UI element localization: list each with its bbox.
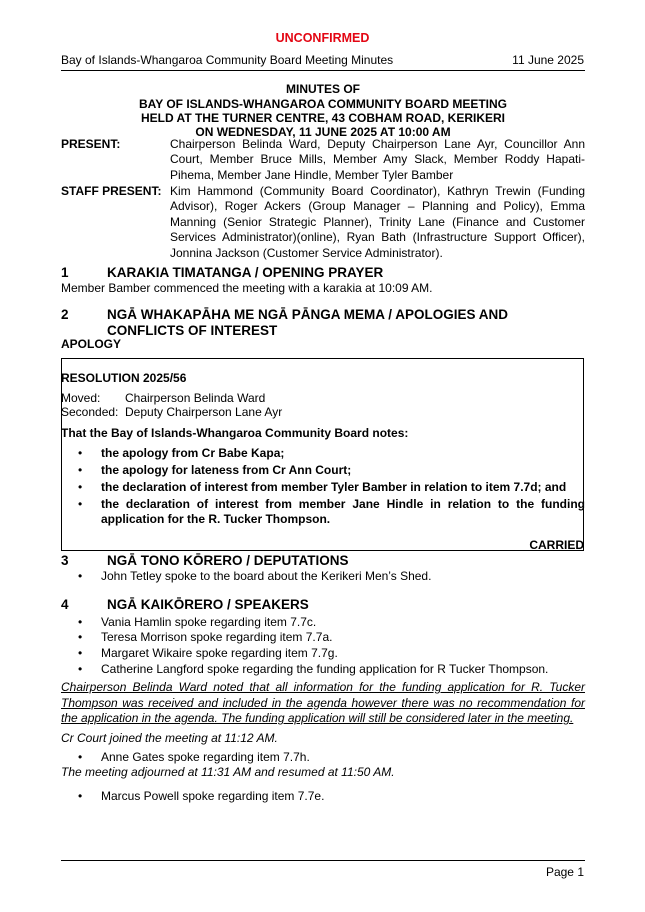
section-1-title: KARAKIA TIMATANGA / OPENING PRAYER <box>107 265 384 280</box>
staff-present-label: STAFF PRESENT: <box>61 184 162 198</box>
bullet-dot: • <box>78 463 83 477</box>
speaker-item: Vania Hamlin spoke regarding item 7.7c. <box>101 615 317 629</box>
speaker-item: Margaret Wikaire spoke regarding item 7.7g. <box>101 646 338 660</box>
moved-label: Moved: <box>61 391 101 405</box>
title-line-2: BAY OF ISLANDS-WHANGAROA COMMUNITY BOARD MEETING <box>138 97 507 111</box>
seconded-label: Seconded: <box>61 405 119 419</box>
bullet-dot: • <box>78 646 83 660</box>
bullet-dot: • <box>78 662 83 676</box>
resolution-item: the declaration of interest from member Jane Hindle in relation to the funding application for the R. Tucker Thompson. <box>101 497 585 527</box>
bullet-dot: • <box>78 750 83 764</box>
speaker-item: Anne Gates spoke regarding item 7.7h. <box>101 750 310 764</box>
page-number: Page 1 <box>545 865 584 879</box>
seconded-value: Deputy Chairperson Lane Ayr <box>125 405 283 419</box>
bullet-dot: • <box>78 630 83 644</box>
title-line-1: MINUTES OF <box>286 82 360 96</box>
bullet-dot: • <box>78 569 83 583</box>
court-joined-note: Cr Court joined the meeting at 11:12 AM. <box>61 731 278 745</box>
section-4-number: 4 <box>61 597 69 612</box>
resolution-outcome: CARRIED <box>529 538 584 552</box>
resolution-item: the apology for lateness from Cr Ann Court; <box>101 463 352 477</box>
bullet-dot: • <box>78 789 83 803</box>
unconfirmed-stamp: UNCONFIRMED <box>275 31 370 45</box>
bullet-dot: • <box>78 446 83 460</box>
deputation-item: John Tetley spoke to the board about the Kerikeri Men’s Shed. <box>101 569 432 583</box>
bullet-dot: • <box>78 497 83 511</box>
apology-subheading: APOLOGY <box>61 337 122 351</box>
section-2-title: NGĀ WHAKAPĀHA ME NGĀ PĀNGA MEMA / APOLOGIES AND CONFLICTS OF INTEREST <box>107 307 508 338</box>
speaker-item: Marcus Powell spoke regarding item 7.7e. <box>101 789 325 803</box>
section-2-number: 2 <box>61 307 69 322</box>
present-text: Chairperson Belinda Ward, Deputy Chairperson Lane Ayr, Councillor Ann Court, Member Bruce Mills, Member Amy Slack, Member Roddy Hapati-Pihema, Member Jane Hindle, Member Tyler Bamber <box>170 137 585 182</box>
resolution-item: the declaration of interest from member Tyler Bamber in relation to item 7.7d; and <box>101 480 567 494</box>
section-4-title: NGĀ KAIKŌRERO / SPEAKERS <box>107 597 309 612</box>
footer-rule <box>61 860 585 861</box>
moved-value: Chairperson Belinda Ward <box>125 391 266 405</box>
section-3-title: NGĀ TONO KŌRERO / DEPUTATIONS <box>107 553 349 568</box>
bullet-dot: • <box>78 615 83 629</box>
chair-note: Chairperson Belinda Ward noted that all information for the funding application for R. Tucker Thompson was received and included in the agenda however there was no recommendation for the application in the agenda. The funding application will still be considered later in the meeting. <box>61 680 585 725</box>
speaker-item: Catherine Langford spoke regarding the funding application for R Tucker Thompson. <box>101 662 549 676</box>
resolution-intro: That the Bay of Islands-Whangaroa Community Board notes: <box>61 426 409 440</box>
title-line-4: ON WEDNESDAY, 11 JUNE 2025 AT 10:00 AM <box>195 125 451 139</box>
adjourned-note: The meeting adjourned at 11:31 AM and resumed at 11:50 AM. <box>61 765 395 779</box>
title-line-3: HELD AT THE TURNER CENTRE, 43 COBHAM ROAD, KERIKERI <box>140 111 505 125</box>
bullet-dot: • <box>78 480 83 494</box>
header-date: 11 June 2025 <box>512 53 584 67</box>
resolution-item: the apology from Cr Babe Kapa; <box>101 446 285 460</box>
resolution-title: RESOLUTION 2025/56 <box>61 371 187 385</box>
section-3-number: 3 <box>61 553 69 568</box>
speaker-item: Teresa Morrison spoke regarding item 7.7a. <box>101 630 333 644</box>
present-label: PRESENT: <box>61 137 121 151</box>
section-1-text: Member Bamber commenced the meeting with a karakia at 10:09 AM. <box>61 281 433 295</box>
header-doc-title: Bay of Islands-Whangaroa Community Board Meeting Minutes <box>61 53 394 67</box>
header-rule <box>61 70 585 71</box>
section-1-number: 1 <box>61 265 69 280</box>
staff-present-text: Kim Hammond (Community Board Coordinator), Kathryn Trewin (Funding Advisor), Roger Ackers (Group Manager – Planning and Policy), Emma Manning (Senior Strategic Planner), Trinity Lane (Finance and Customer Services Administrator)(online), Ryan Bath (Infrastructure Support Officer), Jonnina Jackson (Customer Service Administrator). <box>170 184 585 260</box>
